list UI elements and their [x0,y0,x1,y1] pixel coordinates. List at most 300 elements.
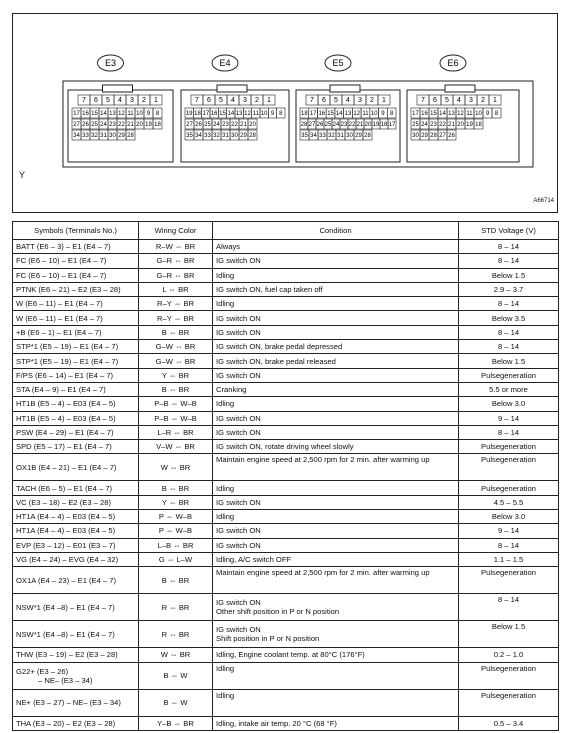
terminal-number: 23 [430,122,437,128]
cell-wiring-color [139,397,213,411]
cell-wiring-color-text: R–W ⇔ BR [155,242,196,252]
cell-condition [213,382,459,396]
table-row [13,397,559,411]
cell-condition [213,268,459,282]
cell-std-voltage [459,538,559,552]
terminal-number: 7 [310,97,314,104]
terminal-number: 10 [136,111,143,117]
table-row [13,524,559,538]
terminal-number: 13 [235,111,243,117]
terminal-number: 18 [194,111,201,117]
terminal-number: 30 [412,133,419,139]
terminal-number: 11 [466,111,473,117]
terminal-number: 11 [362,111,369,117]
y-label: Y [19,170,26,180]
cell-symbol [13,716,139,730]
cell-std-voltage [459,648,559,662]
terminal-number: 26 [195,122,202,128]
cell-std-voltage-text: Pulsegeneration [481,483,536,493]
header-symbols: Symbols (Terminals No.) [13,222,139,240]
cell-wiring-color-text: R–Y ⇔ BR [157,299,194,309]
cell-wiring-color-text: L ⇔ BR [162,285,189,295]
cell-condition [213,538,459,552]
terminal-number: 22 [118,122,125,128]
cell-wiring-color [139,510,213,524]
cell-condition [213,552,459,566]
terminal-number: 3 [358,97,362,104]
cell-wiring-color-text: B ⇔ W [163,698,188,708]
terminal-number: 28 [127,133,134,139]
cell-wiring-color-text: G–W ⇔ BR [155,356,196,366]
cell-wiring-color [139,411,213,425]
cell-symbol [13,425,139,439]
terminal-number: 26 [448,133,455,139]
cell-condition-text: Idling, intake air temp. 20 °C (68 °F) [216,718,337,728]
terminal-number: 24 [213,122,220,128]
cell-std-voltage [459,425,559,439]
cell-std-voltage [459,524,559,538]
cell-condition [213,240,459,254]
connector-latch [445,85,475,92]
terminal-number: 24 [332,122,340,128]
cell-condition-text: IG switch ON [216,497,261,507]
terminal-number: 20 [457,122,464,128]
terminal-number: 1 [267,97,271,104]
connector-drawing [13,14,559,214]
cell-symbol-text: EVP (E3 – 12) – E01 (E3 – 7) [16,540,116,550]
cell-symbol-text: SPD (E5 – 17) – E1 (E4 – 7) [16,442,112,452]
terminal-number: 33 [82,133,89,139]
cell-condition [213,311,459,325]
terminal-number: 5 [334,97,338,104]
cell-symbol-text: W (E6 – 11) – E1 (E4 – 7) [16,299,103,309]
terminal-number: 11 [252,111,259,117]
cell-std-voltage-text: 8 – 14 [497,595,520,605]
cell-wiring-color [139,340,213,354]
cell-std-voltage-text: 8 – 14 [497,299,520,309]
cell-symbol [13,538,139,552]
cell-symbol [13,411,139,425]
terminal-number: 30 [109,133,116,139]
terminal-number: 6 [94,97,98,104]
table-header-row [13,222,559,240]
terminal-number: 4 [346,97,350,104]
cell-condition-text: IG switch ON [216,540,261,550]
cell-condition [213,662,459,689]
terminal-number: 23 [340,122,348,128]
cell-std-voltage [459,325,559,339]
cell-symbol [13,354,139,368]
terminal-number: 13 [344,111,352,117]
terminal-number: 18 [154,122,161,128]
table-row [13,425,559,439]
connector-latch [217,85,247,92]
cell-condition-text: IG switch ON [216,313,261,323]
cell-std-voltage-text: Below 1.5 [491,356,526,366]
cell-std-voltage [459,567,559,594]
cell-wiring-color-text: Y ⇔ BR [161,370,190,380]
terminal-number: 31 [337,133,344,139]
cell-std-voltage [459,495,559,509]
terminal-number: 27 [186,122,193,128]
terminal-number: 19 [185,111,193,117]
cell-condition [213,648,459,662]
cell-wiring-color [139,538,213,552]
cell-condition [213,425,459,439]
cell-symbol [13,567,139,594]
cell-std-voltage [459,440,559,454]
cell-std-voltage-text: 1.1 – 1.5 [493,555,524,565]
table-row [13,481,559,495]
cell-wiring-color [139,524,213,538]
cell-condition [213,411,459,425]
cell-wiring-color [139,621,213,648]
cell-std-voltage [459,689,559,716]
cell-symbol [13,552,139,566]
cell-std-voltage [459,411,559,425]
cell-symbol-text: NSW*1 (E4 –8) – E1 (E4 – 7) [16,629,115,639]
cell-std-voltage [459,282,559,296]
terminal-number: 33 [204,133,211,139]
cell-condition-text: Other shift position in P or N position [216,607,340,617]
terminal-number: 2 [142,97,146,104]
terminal-number: 34 [73,133,80,139]
table-row [13,354,559,368]
cell-std-voltage-text: 4.5 – 5.5 [493,497,524,507]
cell-symbol-text: THW (E3 – 19) – E2 (E3 – 28) [16,650,118,660]
table-row [13,538,559,552]
terminal-number: 2 [255,97,259,104]
cell-symbol [13,325,139,339]
cell-condition-text: IG switch ON, fuel cap taken off [216,285,323,295]
table-row [13,325,559,339]
cell-symbol-text: PTNK (E6 – 21) – E2 (E3 – 28) [16,285,121,295]
cell-symbol [13,662,139,689]
cell-symbol-text: TACH (E6 – 5) – E1 (E4 – 7) [16,483,113,493]
cell-wiring-color [139,552,213,566]
cell-std-voltage-text: Pulsegeneration [481,568,536,578]
cell-wiring-color [139,440,213,454]
terminal-number: 35 [186,133,193,139]
cell-wiring-color-text: P–B ⇔ W–B [154,413,197,423]
terminal-number: 27 [73,122,80,128]
cell-symbol [13,621,139,648]
cell-std-voltage [459,454,559,481]
table-row [13,552,559,566]
terminal-number: 8 [155,111,160,117]
cell-condition [213,354,459,368]
terminal-number: 29 [118,133,125,139]
cell-std-voltage-text: Pulsegeneration [481,370,536,380]
cell-condition [213,440,459,454]
cell-symbol [13,297,139,311]
terminal-number: 1 [493,97,497,104]
terminal-number: 18 [475,122,482,128]
terminal-number: 14 [227,111,235,117]
cell-symbol [13,481,139,495]
cell-symbol-text: HT1B (E5 – 4) – E03 (E4 – 5) [16,399,116,409]
connector-latch [330,85,360,92]
terminal-number: 30 [346,133,353,139]
cell-wiring-color [139,425,213,439]
terminal-number: 24 [100,122,107,128]
header-std-voltage: STD Voltage (V) [459,222,559,240]
cell-std-voltage-text: 9 – 14 [497,526,520,536]
cell-std-voltage [459,716,559,730]
cell-symbol-text: STA (E4 – 9) – E1 (E4 – 7) [16,385,106,395]
cell-symbol [13,440,139,454]
table-row [13,594,559,621]
table-row [13,662,559,689]
header-wiring-color: Wiring Color [139,222,213,240]
terminal-number: 6 [433,97,437,104]
cell-wiring-color-text: B ⇔ BR [161,575,190,585]
cell-wiring-color [139,648,213,662]
terminal-number: 1 [154,97,158,104]
cell-symbol [13,382,139,396]
cell-wiring-color [139,240,213,254]
terminal-number: 3 [243,97,247,104]
terminal-number: 31 [100,133,107,139]
terminal-number: 14 [335,111,343,117]
terminal-number: 4 [457,97,461,104]
cell-wiring-color [139,268,213,282]
cell-std-voltage-text: Pulsegeneration [481,663,536,673]
terminal-number: 32 [91,133,98,139]
terminal-number: 27 [439,133,446,139]
terminal-number: 21 [240,122,247,128]
cell-symbol-text: – NE– (E3 – 34) [38,675,93,685]
cell-wiring-color [139,662,213,689]
terminal-number: 24 [421,122,428,128]
cell-symbol-text: THA (E3 – 20) – E2 (E3 – 28) [16,718,116,728]
cell-symbol [13,594,139,621]
terminal-number: 25 [204,122,211,128]
connector-label: E4 [219,58,231,68]
terminal-number: 8 [279,111,283,117]
terminal-number: 16 [210,111,218,117]
cell-wiring-color-text: G–R ⇔ BR [156,256,195,266]
cell-std-voltage-text: Pulsegeneration [481,442,536,452]
cell-condition-text: Idling [216,399,235,409]
cell-std-voltage-text: 5.5 or more [489,385,528,395]
cell-std-voltage-text: Pulsegeneration [481,455,536,465]
cell-condition-text: IG switch ON [216,370,261,380]
cell-symbol-text: STP*1 (E5 – 19) – E1 (E4 – 7) [16,342,119,352]
terminal-number: 9 [381,111,385,117]
terminal-number: 17 [309,111,317,117]
cell-condition-text: IG switch ON [216,598,261,608]
cell-condition-text: Always [216,242,241,252]
cell-symbol-text: FC (E6 – 10) – E1 (E4 – 7) [16,270,107,280]
cell-wiring-color [139,594,213,621]
cell-condition-text: IG switch ON [216,526,261,536]
cell-symbol [13,454,139,481]
terminal-number: 11 [127,111,134,117]
table-row [13,510,559,524]
terminal-number: 10 [370,111,378,117]
terminal-number: 2 [481,97,485,104]
cell-wiring-color [139,311,213,325]
terminal-number: 27 [308,122,316,128]
cell-wiring-color [139,481,213,495]
cell-symbol-text: OX1B (E4 – 21) – E1 (E4 – 7) [16,462,117,472]
terminal-number: 21 [448,122,455,128]
terminal-number: 31 [222,133,229,139]
table-row [13,254,559,268]
terminal-number: 17 [412,111,419,117]
terminal-number: 22 [231,122,238,128]
terminal-number: 34 [195,133,202,139]
terminal-number: 12 [244,111,251,117]
cell-std-voltage-text: Below 3.5 [491,313,526,323]
cell-condition-text: IG switch ON [216,413,261,423]
terminal-number: 1 [382,97,386,104]
connector-diagram [12,13,558,213]
cell-condition [213,689,459,716]
cell-condition [213,254,459,268]
terminal-number: 35 [301,133,308,139]
cell-symbol-text: G22+ (E3 – 26) [16,666,69,676]
terminal-number: 22 [439,122,446,128]
cell-std-voltage-text: 8 – 14 [497,256,520,266]
terminal-number: 17 [202,111,210,117]
cell-symbol [13,397,139,411]
terminal-number: 5 [106,97,110,104]
cell-wiring-color-text: G ⇔ L–W [158,555,193,565]
terminal-number: 16 [82,111,89,117]
cell-symbol-text: BATT (E6 – 3) – E1 (E4 – 7) [16,242,111,252]
cell-wiring-color-text: G–R ⇔ BR [156,270,195,280]
cell-condition [213,397,459,411]
table-row [13,411,559,425]
cell-wiring-color-text: G–W ⇔ BR [155,342,196,352]
terminal-number: 6 [207,97,211,104]
cell-symbol-text: F/PS (E6 – 14) – E1 (E4 – 7) [16,370,114,380]
terminal-number: 28 [364,133,371,139]
terminal-number: 3 [130,97,134,104]
terminal-number: 30 [231,133,238,139]
table-row [13,340,559,354]
terminal-number: 6 [322,97,326,104]
cell-wiring-color-text: L–B ⇔ BR [157,540,194,550]
terminal-number: 7 [82,97,86,104]
cell-symbol-text: HT1B (E5 – 4) – E03 (E4 – 5) [16,413,116,423]
terminal-number: 15 [327,111,334,117]
cell-std-voltage [459,510,559,524]
terminal-number: 7 [195,97,199,104]
cell-wiring-color-text: B ⇔ BR [161,385,190,395]
terminal-number: 25 [324,122,332,128]
terminal-number: 25 [412,122,419,128]
terminal-number: 5 [219,97,223,104]
cell-symbol-text: FC (E6 – 10) – E1 (E4 – 7) [16,256,107,266]
cell-std-voltage [459,368,559,382]
terminal-number: 14 [439,111,446,117]
terminal-number: 34 [310,133,317,139]
cell-wiring-color-text: V–W ⇔ BR [156,442,195,452]
cell-wiring-color-text: Y ⇔ BR [161,497,190,507]
terminal-number: 13 [448,111,455,117]
terminal-number: 4 [118,97,122,104]
cell-condition [213,510,459,524]
terminal-number: 22 [348,122,356,128]
cell-std-voltage [459,397,559,411]
terminal-number: 19 [466,122,473,128]
terminal-number: 12 [353,111,361,117]
figure-code: A66714 [533,198,554,204]
terminal-number: 25 [91,122,98,128]
cell-condition [213,325,459,339]
terminal-number: 20 [364,122,372,128]
cell-condition [213,297,459,311]
cell-std-voltage [459,340,559,354]
cell-condition-text: Cranking [216,385,247,395]
connector-label: E5 [332,58,344,68]
table-row [13,268,559,282]
cell-wiring-color-text: L–R ⇔ BR [157,428,194,437]
table-row [13,311,559,325]
terminal-number: 16 [421,111,428,117]
terminal-number: 21 [356,122,364,128]
cell-symbol-text: HT1A (E4 – 4) – E03 (E4 – 5) [16,512,116,522]
cell-condition-text: Idling [216,512,235,522]
cell-std-voltage-text: 8 – 14 [497,342,520,352]
cell-wiring-color [139,689,213,716]
cell-std-voltage-text: 2.9 – 3.7 [493,285,524,295]
cell-wiring-color-text: B ⇔ BR [161,483,190,493]
cell-std-voltage-text: 8 – 14 [497,327,520,337]
cell-std-voltage [459,268,559,282]
cell-condition-text: IG switch ON [216,256,261,266]
cell-condition [213,340,459,354]
connector-label: E3 [104,58,117,68]
terminal-number: 17 [388,122,396,128]
cell-symbol [13,240,139,254]
terminal-number: 13 [109,111,116,117]
terminal-number: 15 [219,111,226,117]
cell-std-voltage-text: 8 – 14 [497,428,520,437]
cell-condition [213,594,459,621]
terminal-number: 15 [430,111,437,117]
cell-condition [213,621,459,648]
voltage-table [12,221,559,731]
cell-wiring-color [139,567,213,594]
cell-std-voltage [459,481,559,495]
header-condition: Condition [213,222,459,240]
cell-std-voltage [459,297,559,311]
table-row [13,368,559,382]
cell-condition-text: Idling [216,483,235,493]
cell-condition-text: Idling [216,690,235,700]
terminal-number: 28 [430,133,437,139]
terminal-number: 33 [319,133,326,139]
cell-condition-text: Idling [216,663,235,673]
cell-condition-text: Maintain engine speed at 2,500 rpm for 2 min. after warming up [216,568,430,578]
terminal-number: 19 [145,122,152,128]
cell-std-voltage [459,552,559,566]
cell-std-voltage [459,240,559,254]
cell-wiring-color [139,495,213,509]
cell-std-voltage-text: Below 3.0 [491,512,526,522]
cell-wiring-color [139,297,213,311]
terminal-number: 10 [260,111,268,117]
cell-condition [213,282,459,296]
cell-condition [213,716,459,730]
cell-condition-text: Idling [216,270,235,280]
cell-wiring-color-text: P ⇔ W–B [158,526,193,536]
cell-wiring-color-text: R–Y ⇔ BR [157,313,194,323]
